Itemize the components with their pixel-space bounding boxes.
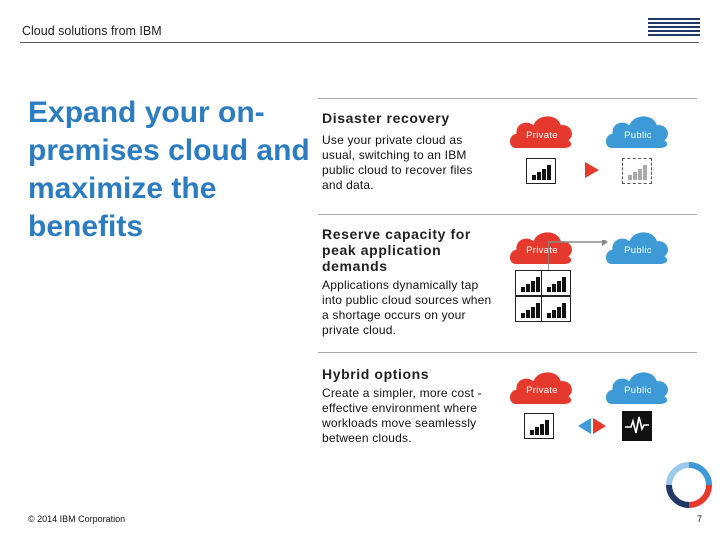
page-number: 7 [697, 514, 703, 524]
swirl-logo-icon [666, 462, 712, 508]
public-cloud-label: Public [624, 245, 652, 256]
section-title-hybrid-options: Hybrid options [322, 366, 430, 382]
bidirectional-arrow-icon [578, 418, 606, 434]
section-body-reserve-capacity: Applications dynamically tap into public cloud sources when a shortage occurs on your private cloud. [322, 278, 492, 337]
private-cloud-label: Private [526, 245, 558, 256]
private-cloud-label: Private [526, 130, 558, 141]
server-chart-icon [541, 296, 571, 322]
server-chart-icon [524, 413, 554, 439]
section-title-disaster-recovery: Disaster recovery [322, 110, 450, 126]
section-body-hybrid-options: Create a simpler, more cost -effective environment where workloads move seamlessly between clouds. [322, 386, 482, 445]
activity-monitor-icon [622, 411, 652, 441]
section-title-reserve-capacity: Reserve capacity for peak application demands [322, 226, 471, 274]
public-cloud-label: Public [624, 130, 652, 141]
section-divider [318, 214, 697, 215]
page-headline: Expand your on-premises cloud and maximize the benefits [28, 96, 310, 243]
private-cloud-label: Private [526, 385, 558, 396]
section-body-disaster-recovery: Use your private cloud as usual, switching to an IBM public cloud to recover files and data. [322, 133, 473, 192]
server-chart-icon [622, 158, 652, 184]
arrow-right-icon [585, 162, 599, 178]
section-divider [318, 98, 697, 99]
header-title: Cloud solutions from IBM [22, 24, 162, 38]
copyright-text: © 2014 IBM Corporation [28, 514, 126, 524]
server-chart-icon [526, 158, 556, 184]
header-divider [20, 42, 699, 43]
public-cloud-label: Public [624, 385, 652, 396]
ibm-logo [648, 17, 700, 39]
server-chart-icon [541, 270, 571, 296]
section-divider [318, 352, 697, 353]
